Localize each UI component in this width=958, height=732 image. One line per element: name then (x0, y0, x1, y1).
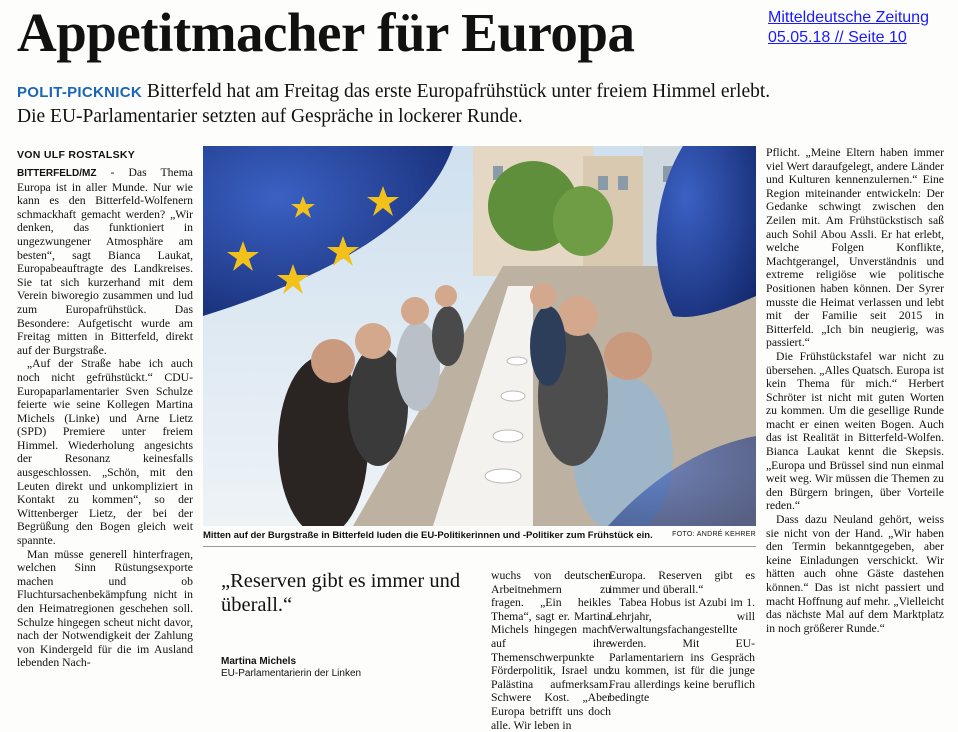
paragraph: Man müsse generell hinterfragen, welchen Sinn Rüstungsexporte machen und ob Fluchtursachenbekämpfung nicht in den Heimatregionen geschehen soll. Schulze hingegen scheut nicht davor, nach der Notwendigkeit der Zahlung von Kindergeld für die im Ausland lebenden Nach- (17, 547, 193, 670)
paragraph: „Auf der Straße habe ich auch noch nicht gefrühstückt.“ CDU-Europaparlamentarier Sven Schulze feierte wie seine Kollegen Martina Michels (Linke) und Arne Lietz (SPD) Premiere unter freiem Himmel. Wiederholung angesichts der Resonanz keinesfalls ausgeschlossen. „Schön, mit den Leuten direkt und unkompliziert in Kontakt zu kommen“, so der Wittenberger Lietz, der bei der Begrüßung den Bogen gleich weit spannte. (17, 357, 193, 548)
article-column-3 (609, 569, 755, 705)
photo-credit: FOTO: ANDRÉ KEHRER (672, 531, 756, 538)
caption-text: Mitten auf der Burgstraße in Bitterfeld luden die EU-Politikerinnen und -Politiker zum Frühstück ein. (203, 530, 653, 541)
article-column-1 (17, 166, 193, 670)
source-edition-link[interactable]: 05.05.18 // Seite 10 (768, 29, 907, 46)
paragraph: Pflicht. „Meine Eltern haben immer viel Wert daraufgelegt, andere Länder und Kulturen kennenzulernen.“ Eine Region miteinander entwickeln: Der Gedanke schwingt zwischen den Zeilen mit. Am Frühstückstisch saß auch Sohil Abou Assli. Er hat erlebt, welche Folgen Konflikte, Machtgerangel, Unverständnis und extreme religiöse wie politische Positionen haben können. Der Syrer musste die Heimat verlassen und lebt mit der Familie seit 2015 in Bitterfeld. „Ich bin neugierig, was passiert.“ (766, 146, 944, 350)
paragraph: wuchs von deutschen Arbeitnehmern zu fragen. „Ein heikles Thema“, sagt er. Martina Michels hingegen macht auf ihre Themenschwerpunkte Förderpolitik, Israel und Palästina aufmerksam. Schwere Kost. „Aber Europa betrifft uns doch alle. Wir leben in (491, 569, 611, 732)
article-photo (203, 146, 756, 526)
breakfast-street-photo (203, 146, 756, 526)
pull-quote: „Reserven gibt es immer und überall.“ (221, 570, 461, 616)
byline: VON ULF ROSTALSKY (17, 149, 136, 161)
divider (203, 546, 756, 547)
paragraph: Die Frühstückstafel war nicht zu übersehen. „Alles Quatsch. Europa ist kein Thema für mich.“ Herbert Schröter ist nicht mit guten Worten zu kommen. Um die gesellige Runde macht er einen weiten Bogen. Auch das ist Realität in Bitterfeld-Wolfen. Bianca Laukat kennt die Skepsis. „Europa und Brüssel sind nun einmal weit weg. Wir müssen die Themen zu den Bürgern bringen, über Vorteile reden.“ (766, 349, 944, 513)
deck-line-2: Die EU-Parlamentarier setzten auf Gespräche in lockerer Runde. (17, 106, 523, 127)
paragraph: - Das Thema Europa ist in aller Munde. Nur wie kann es den Bitterfeld-Wolfenern schmackhaft gemacht werden? „Wir denken, das funktioniert in ungezwungener Atmosphäre am besten“, sagt Bianca Laukat, Europabeauftragte des Landkreises. Sie tat sich kurzerhand mit dem Verein biworegio zusammen und lud zum Europafrühstück. Das Besondere: Aufgetischt wurde am Freitag mitten in Bitterfeld, direkt auf der Burgstraße. (17, 166, 193, 357)
headline: Appetitmacher für Europa (17, 2, 635, 63)
quote-author: Martina Michels (221, 656, 297, 667)
article-column-2 (491, 569, 611, 732)
dateline: BITTERFELD/MZ (17, 168, 97, 179)
deck (17, 80, 947, 129)
paragraph: Europa. Reserven gibt es immer und überall.“ (609, 569, 755, 596)
deck-line-1: Bitterfeld hat am Freitag das erste Europafrühstück unter freiem Himmel erlebt. (142, 81, 771, 102)
paragraph: Dass dazu Neuland gehört, weiss sie nicht von der Hand. „Wir haben den Termin bekanntgegeben, aber keine Einladungen verschickt. Wir hätten auch ohne Gäste dastehen können.“ Das ist nicht passiert und macht Hoffnung auf mehr. „Vielleicht das nächste Mal auf dem Marktplatz in noch größerer Runde.“ (766, 513, 944, 635)
source-info (768, 8, 958, 48)
paragraph: Tabea Hobus ist Azubi im 1. Lehrjahr, will Verwaltungsfachangestellte werden. Mit EU-Parlamentariern ins Gespräch zu kommen, ist für die junge Frau allerdings keine beruflich bedingte (609, 596, 755, 705)
kicker: POLIT-PICKNICK (17, 84, 143, 101)
photo-caption (203, 530, 756, 541)
article-column-4 (766, 146, 944, 635)
source-paper-link[interactable]: Mitteldeutsche Zeitung (768, 9, 929, 26)
quote-author-role: EU-Parlamentarierin der Linken (221, 668, 362, 679)
